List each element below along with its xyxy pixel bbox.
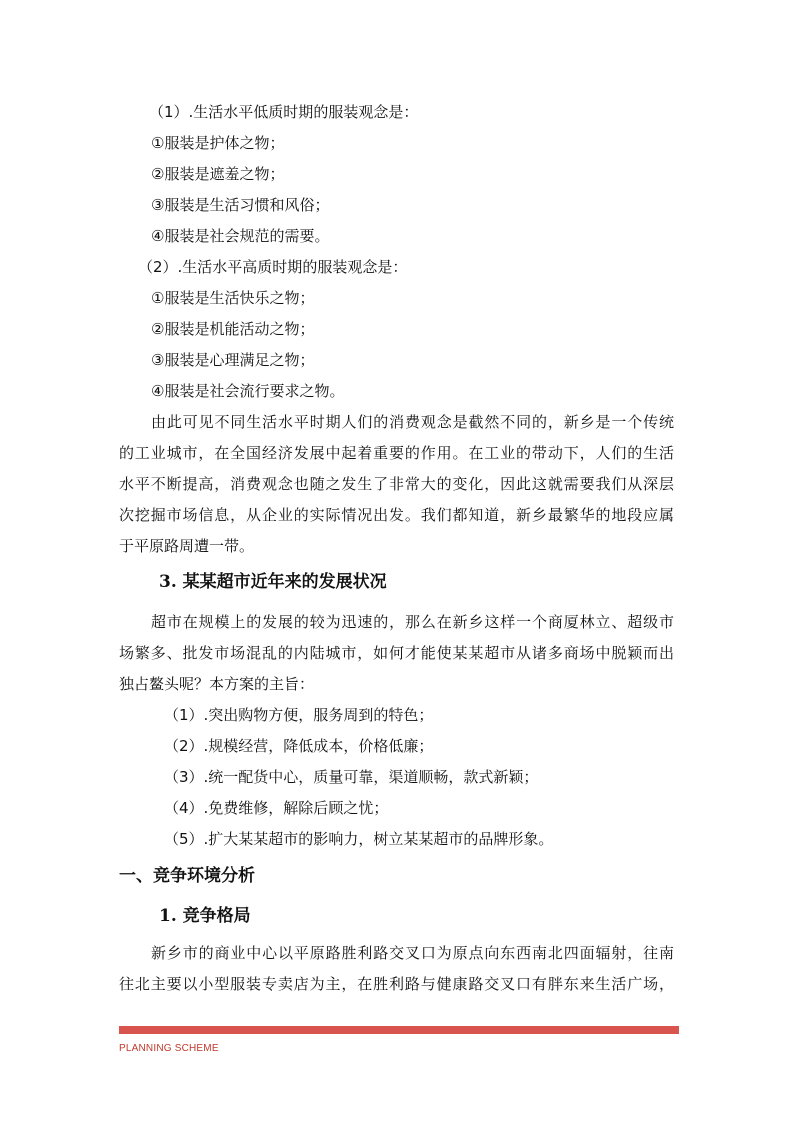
- paragraph-line: 的工业城市，在全国经济发展中起着重要的作用。在工业的带动下，人们的生活: [119, 444, 674, 462]
- paragraph-line: 新乡市的商业中心以平原路胜利路交叉口为原点向东西南北四面辐射，往南: [151, 944, 674, 962]
- footer-label: PLANNING SCHEME: [119, 1043, 219, 1054]
- paragraph-line: 独占鳌头呢？本方案的主旨：: [119, 675, 315, 693]
- list-item: （1）.突出购物方便，服务周到的特色；: [164, 706, 434, 724]
- chapter-heading: 一、竞争环境分析: [119, 866, 255, 886]
- list-item: ②服装是机能活动之物；: [151, 320, 315, 338]
- list-item: ①服装是生活快乐之物；: [151, 289, 315, 307]
- paragraph-line: 往北主要以小型服装专卖店为主，在胜利路与健康路交叉口有胖东来生活广场，: [119, 975, 674, 993]
- footer-divider: [119, 1026, 679, 1034]
- list-item: （4）.免费维修，解除后顾之忧；: [164, 799, 389, 817]
- paragraph-line: 超市在规模上的发展的较为迅速的，那么在新乡这样一个商厦林立、超级市: [151, 613, 674, 631]
- list-item: ③服装是生活习惯和风俗；: [151, 196, 330, 214]
- paragraph-line: 水平不断提高，消费观念也随之发生了非常大的变化，因此这就需要我们从深层: [119, 475, 674, 493]
- paragraph-line: 次挖掘市场信息，从企业的实际情况出发。我们都知道，新乡最繁华的地段应属: [119, 506, 674, 524]
- list-item: （5）.扩大某某超市的影响力，树立某某超市的品牌形象。: [164, 830, 554, 848]
- section-heading: 1. 竞争格局: [159, 906, 251, 926]
- high-quality-title: （2）.生活水平高质时期的服装观念是：: [138, 258, 408, 276]
- paragraph-line: 由此可见不同生活水平时期人们的消费观念是截然不同的，新乡是一个传统: [151, 413, 674, 431]
- list-item: （3）.统一配货中心，质量可靠，渠道顺畅，款式新颖；: [164, 768, 539, 786]
- list-item: ④服装是社会流行要求之物。: [151, 382, 345, 400]
- list-item: ④服装是社会规范的需要。: [151, 227, 330, 245]
- paragraph-line: 场繁多、批发市场混乱的内陆城市，如何才能使某某超市从诸多商场中脱颖而出: [119, 644, 674, 662]
- paragraph-line: 于平原路周遭一带。: [119, 537, 255, 555]
- list-item: ③服装是心理满足之物；: [151, 351, 315, 369]
- list-item: ②服装是遮羞之物；: [151, 165, 285, 183]
- low-quality-title: （1）.生活水平低质时期的服装观念是：: [149, 103, 419, 121]
- list-item: ①服装是护体之物；: [151, 134, 285, 152]
- list-item: （2）.规模经营，降低成本，价格低廉；: [164, 737, 434, 755]
- section-heading: 3. 某某超市近年来的发展状况: [159, 572, 387, 592]
